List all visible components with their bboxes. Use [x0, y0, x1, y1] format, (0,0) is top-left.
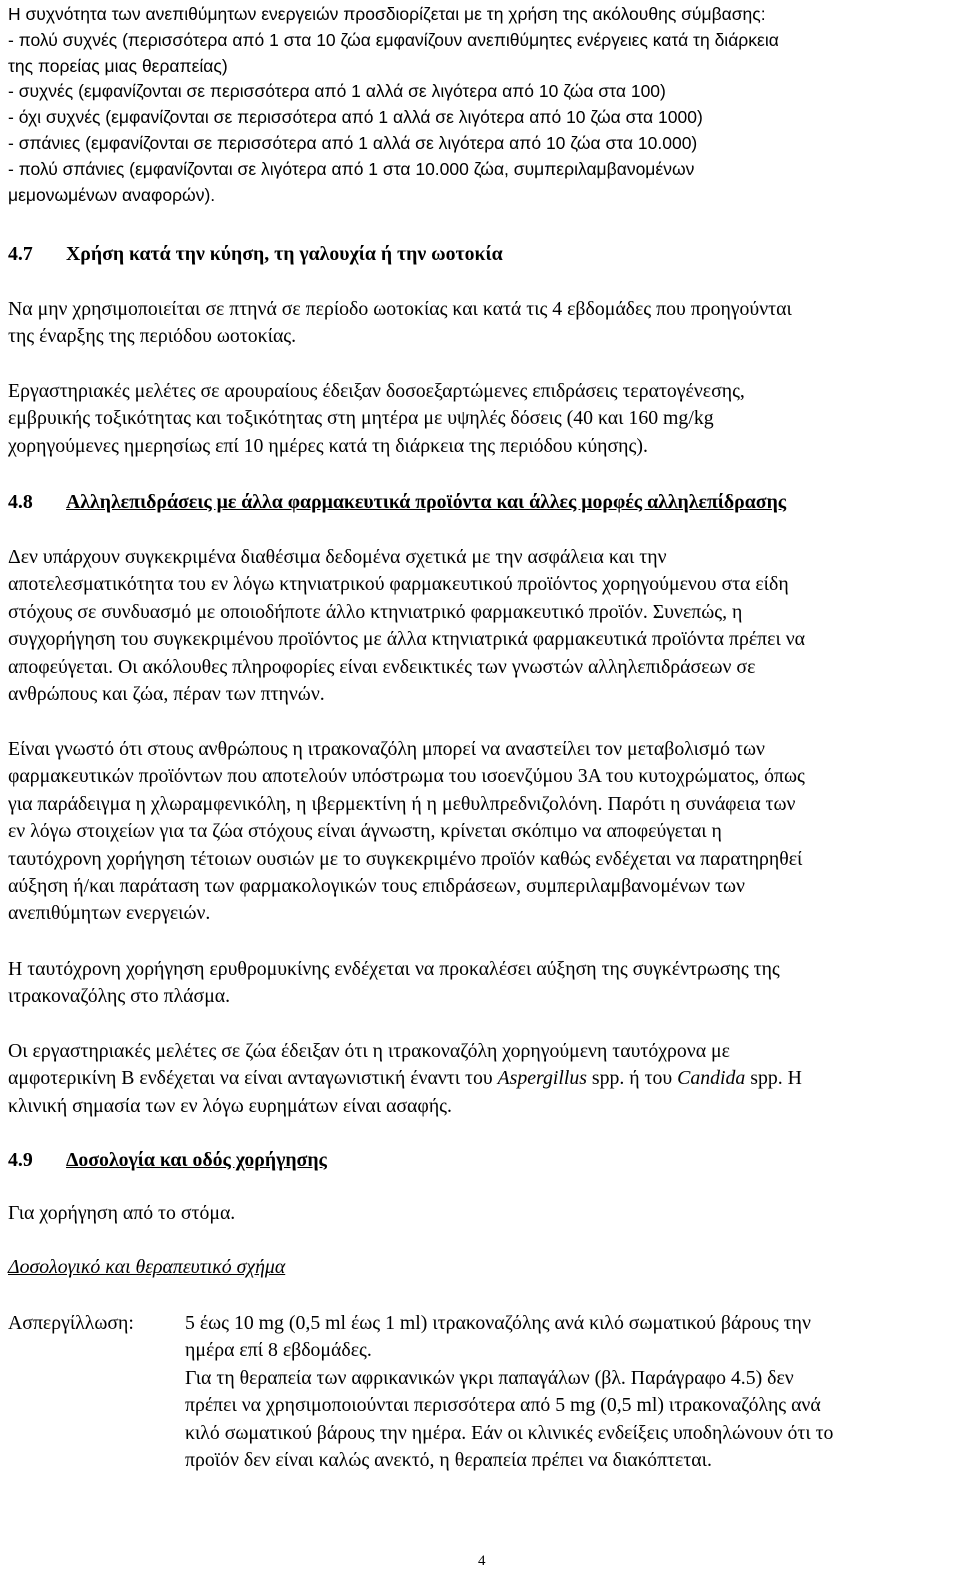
text-line: Δοσολογικό και θεραπευτικό σχήμα: [8, 1256, 286, 1278]
text-line: - σπάνιες (εμφανίζονται σε περισσότερα από 1 αλλά σε λιγότερα από 10 ζώα στα 10.000): [8, 132, 698, 153]
text-line: ταυτόχρονη χορήγηση τέτοιων ουσιών με το συγκεκριμένο προϊόν καθώς ενδέχεται να παρατηρηθεί: [8, 847, 803, 870]
frequency-convention-block: [8, 2, 958, 208]
text-line: πρέπει να χρησιμοποιούνται περισσότερα από 5 mg (0,5 ml) ιτρακοναζόλης ανά: [185, 1394, 821, 1417]
text-line: εμβρυικής τοξικότητας και τοξικότητας στη μητέρα με υψηλές δόσεις (40 και 160 mg/kg: [8, 407, 714, 430]
section-title: Χρήση κατά την κύηση, τη γαλουχία ή την ωοτοκία: [66, 243, 503, 265]
section-4-8-paragraph-3: [8, 956, 958, 1011]
section-number: 4.7: [8, 243, 33, 265]
section-number: 4.8: [8, 491, 33, 513]
genus-name-candida: Candida: [677, 1067, 746, 1090]
text-run: spp. ή του: [586, 1067, 678, 1090]
text-line: Για τη θεραπεία των αφρικανικών γκρι παπαγάλων (βλ. Παράγραφο 4.5) δεν: [185, 1366, 794, 1389]
text-line: ανθρώπους και ζώα, πέραν των πτηνών.: [8, 683, 325, 706]
text-run: αμφοτερικίνη Β ενδέχεται να είναι ανταγωνιστική έναντι του: [8, 1067, 498, 1090]
text-line: Εργαστηριακές μελέτες σε αρουραίους έδειξαν δοσοεξαρτώμενες επιδράσεις τερατογένεσης,: [8, 380, 745, 402]
text-run: spp. Η: [745, 1067, 802, 1090]
text-line: 5 έως 10 mg (0,5 ml έως 1 ml) ιτρακοναζόλης ανά κιλό σωματικού βάρους την: [185, 1312, 811, 1334]
text-line: εν λόγω στοιχείων για τα ζώα στόχους είναι άγνωστη, κρίνεται σκόπιμο να αποφεύγεται η: [8, 820, 722, 843]
section-heading-4-9: [8, 1149, 327, 1172]
text-line: Για χορήγηση από το στόμα.: [8, 1202, 236, 1224]
section-number: 4.9: [8, 1149, 33, 1171]
text-line: [8, 1065, 958, 1092]
section-title: Δοσολογία και οδός χορήγησης: [66, 1149, 327, 1171]
text-line: αποφεύγεται. Οι ακόλουθες πληροφορίες είναι ενδεικτικές των γνωστών αλληλεπιδράσεων σε: [8, 655, 756, 678]
text-line: Η ταυτόχρονη χορήγηση ερυθρομυκίνης ενδέχεται να προκαλέσει αύξηση της συγκέντρωσης της: [8, 958, 780, 980]
section-4-7-paragraph-2: [8, 378, 958, 460]
text-line: για παράδειγμα η χλωραμφενικόλη, η ιβερμεκτίνη ή η μεθυλπρεδνιζολόνη. Παρότι η συνάφεια των: [8, 792, 796, 815]
text-line: - συχνές (εμφανίζονται σε περισσότερα από 1 αλλά σε λιγότερα από 10 ζώα στα 100): [8, 81, 666, 102]
text-line: αποτελεσματικότητα του εν λόγω κτηνιατρικού φαρμακευτικού προϊόντος χορηγούμενου στα είδη: [8, 573, 789, 596]
text-line: μεμονωμένων αναφορών).: [8, 184, 216, 205]
page-number: 4: [478, 1553, 486, 1569]
text-line: ιτρακοναζόλης στο πλάσμα.: [8, 985, 231, 1008]
dosage-description: [185, 1310, 960, 1474]
text-line: της έναρξης της περιόδου ωοτοκίας.: [8, 325, 297, 348]
text-line: Δεν υπάρχουν συγκεκριμένα διαθέσιμα δεδομένα σχετικά με την ασφάλεια και την: [8, 546, 667, 568]
section-4-8-paragraph-2: [8, 736, 958, 928]
text-line: ανεπιθύμητων ενεργειών.: [8, 902, 211, 925]
text-line: ημέρα επί 8 εβδομάδες.: [185, 1339, 372, 1362]
text-line: Οι εργαστηριακές μελέτες σε ζώα έδειξαν ότι η ιτρακοναζόλη χορηγούμενη ταυτόχρονα με: [8, 1040, 730, 1062]
section-heading-4-7: [8, 243, 503, 266]
text-line: χορηγούμενες ημερησίως επί 10 ημέρες κατά τη διάρκεια της περιόδου κύησης).: [8, 434, 648, 457]
route-of-administration: [8, 1200, 958, 1227]
text-line: Να μην χρησιμοποιείται σε πτηνά σε περίοδο ωοτοκίας και κατά τις 4 εβδομάδες που προηγούνται: [8, 298, 792, 320]
section-heading-4-8: [8, 491, 786, 514]
text-line: στόχους σε συνδυασμό με οποιοδήποτε άλλο κτηνιατρικό φαρμακευτικό προϊόν. Συνεπώς, η: [8, 600, 743, 623]
text-line: κλινική σημασία των εν λόγω ευρημάτων είναι ασαφής.: [8, 1094, 452, 1117]
text-line: Η συχνότητα των ανεπιθύμητων ενεργειών προσδιορίζεται με τη χρήση της ακόλουθης σύμβασης:: [8, 4, 766, 24]
text-line: αύξηση ή/και παράταση των φαρμακολογικών τους επιδράσεων, συμπεριλαμβανομένων των: [8, 875, 746, 898]
text-line: - όχι συχνές (εμφανίζονται σε περισσότερα από 1 αλλά σε λιγότερα από 10 ζώα στα 1000): [8, 107, 703, 128]
section-4-8-paragraph-1: [8, 544, 958, 708]
text-line: Είναι γνωστό ότι στους ανθρώπους η ιτρακοναζόλη μπορεί να αναστείλει τον μεταβολισμό των: [8, 738, 765, 760]
section-4-7-paragraph-1: [8, 296, 958, 351]
text-line: φαρμακευτικών προϊόντων που αποτελούν υπόστρωμα του ισοενζύμου 3Α του κυτοχρώματος, όπως: [8, 765, 805, 788]
dosage-subheading: [8, 1254, 958, 1281]
genus-name-aspergillus: Aspergillus: [497, 1067, 587, 1090]
text-line: - πολύ συχνές (περισσότερα από 1 στα 10 ζώα εμφανίζουν ανεπιθύμητες ενέργειες κατά τη διάρκεια: [8, 29, 779, 50]
text-line: συγχορήγηση του συγκεκριμένου προϊόντος με άλλα κτηνιατρικά φαρμακευτικά προϊόντα πρέπει να: [8, 628, 806, 651]
text-line: της πορείας μιας θεραπείας): [8, 55, 228, 76]
text-line: προϊόν δεν είναι καλώς ανεκτό, η θεραπεία πρέπει να διακόπτεται.: [185, 1449, 712, 1472]
indication-label: Ασπεργίλλωση:: [8, 1312, 134, 1334]
section-4-8-paragraph-4: [8, 1038, 958, 1120]
text-line: - πολύ σπάνιες (εμφανίζονται σε λιγότερα από 1 στα 10.000 ζώα, συμπεριλαμβανομένων: [8, 158, 695, 179]
section-title: Αλληλεπιδράσεις με άλλα φαρμακευτικά προϊόντα και άλλες μορφές αλληλεπίδρασης: [66, 491, 787, 513]
text-line: κιλό σωματικού βάρους την ημέρα. Εάν οι κλινικές ενδείξεις υποδηλώνουν ότι το: [185, 1421, 834, 1444]
